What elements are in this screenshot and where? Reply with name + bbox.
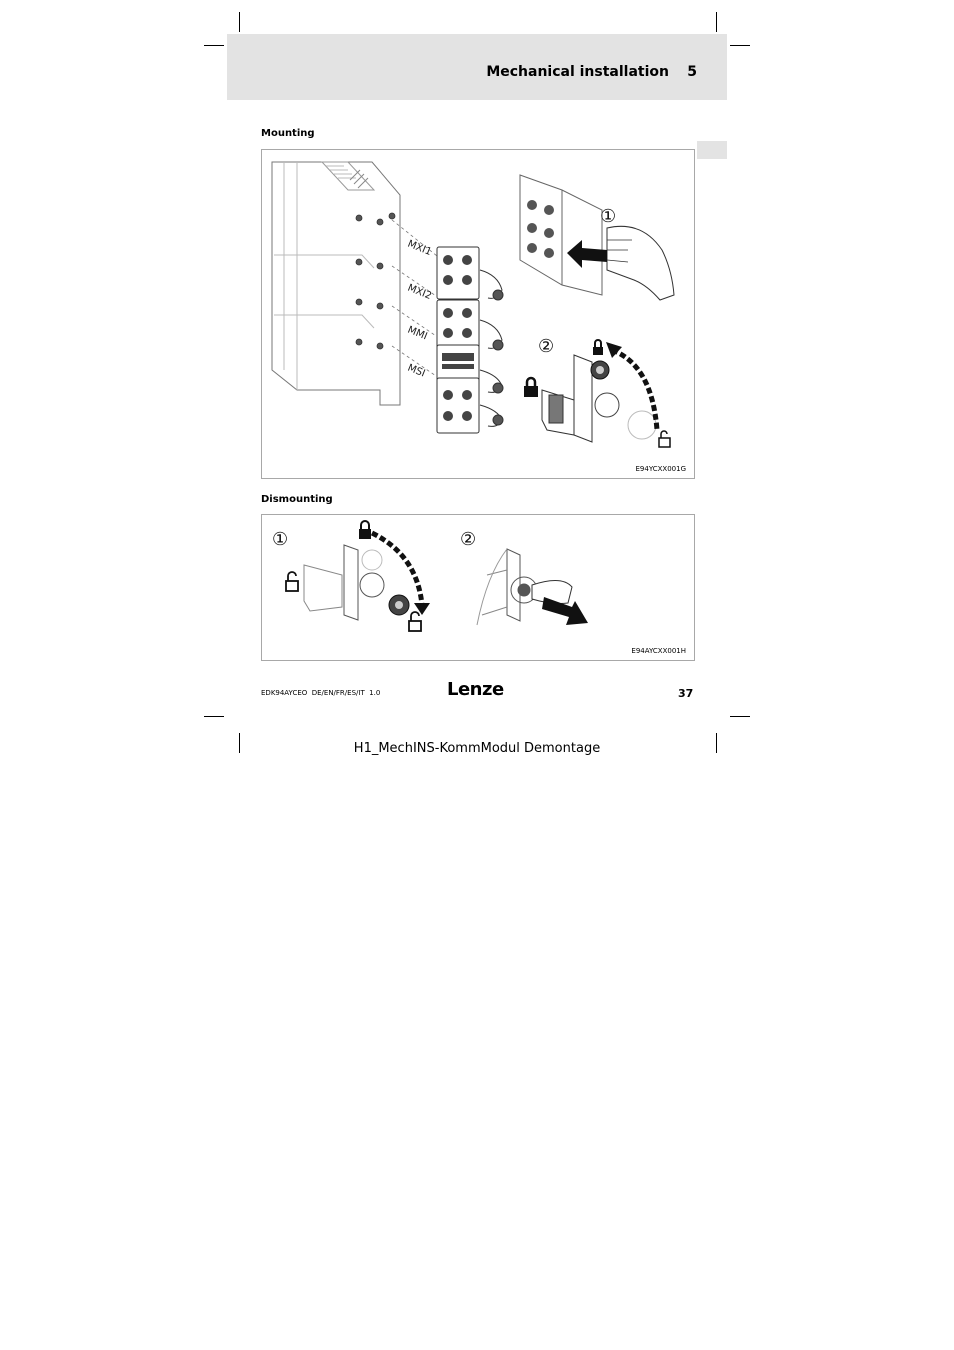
slot-label-mxi2: MXI2	[405, 282, 433, 303]
dismounting-heading: Dismounting	[261, 494, 333, 505]
page-title: Mechanical installation	[486, 64, 669, 80]
lock-open-icon	[286, 572, 298, 591]
document-code: EDK94AYCEO DE/EN/FR/ES/IT 1.0	[261, 689, 381, 697]
arrow-icon	[414, 603, 430, 615]
step-marker: ②	[460, 529, 477, 550]
lock-closed-icon	[359, 521, 371, 539]
figure-id: E94YCXX001G	[635, 465, 686, 473]
mounting-illustration	[262, 150, 696, 480]
chapter-tab	[697, 141, 727, 159]
chapter-number: 5	[687, 64, 697, 80]
lock-open-icon	[659, 431, 670, 447]
step-marker: ②	[538, 336, 555, 357]
figure-id: E94AYCXX001H	[631, 647, 686, 655]
brand-logo: Lenze	[447, 679, 504, 700]
dismounting-figure	[261, 514, 695, 661]
lock-open-icon	[409, 612, 421, 631]
step-marker: ①	[600, 206, 617, 227]
step-marker: ①	[272, 529, 289, 550]
lock-closed-icon	[593, 340, 603, 355]
mounting-figure	[261, 149, 695, 479]
page-header	[227, 34, 727, 100]
crop-mark	[716, 12, 717, 32]
crop-mark	[730, 45, 750, 46]
document-caption: H1_MechINS-KommModul Demontage	[353, 741, 601, 756]
dismounting-illustration	[262, 515, 696, 662]
slot-label-msi: MSI	[405, 362, 427, 380]
crop-mark	[730, 716, 750, 717]
crop-mark	[204, 716, 224, 717]
slot-label-mmi: MMI	[405, 324, 429, 343]
arrow-icon	[567, 240, 607, 268]
crop-mark	[239, 12, 240, 32]
crop-mark	[204, 45, 224, 46]
slot-label-mxi1: MXI1	[405, 238, 433, 259]
mounting-heading: Mounting	[261, 128, 315, 139]
lock-closed-icon	[524, 378, 538, 397]
page-number: 37	[678, 687, 694, 700]
